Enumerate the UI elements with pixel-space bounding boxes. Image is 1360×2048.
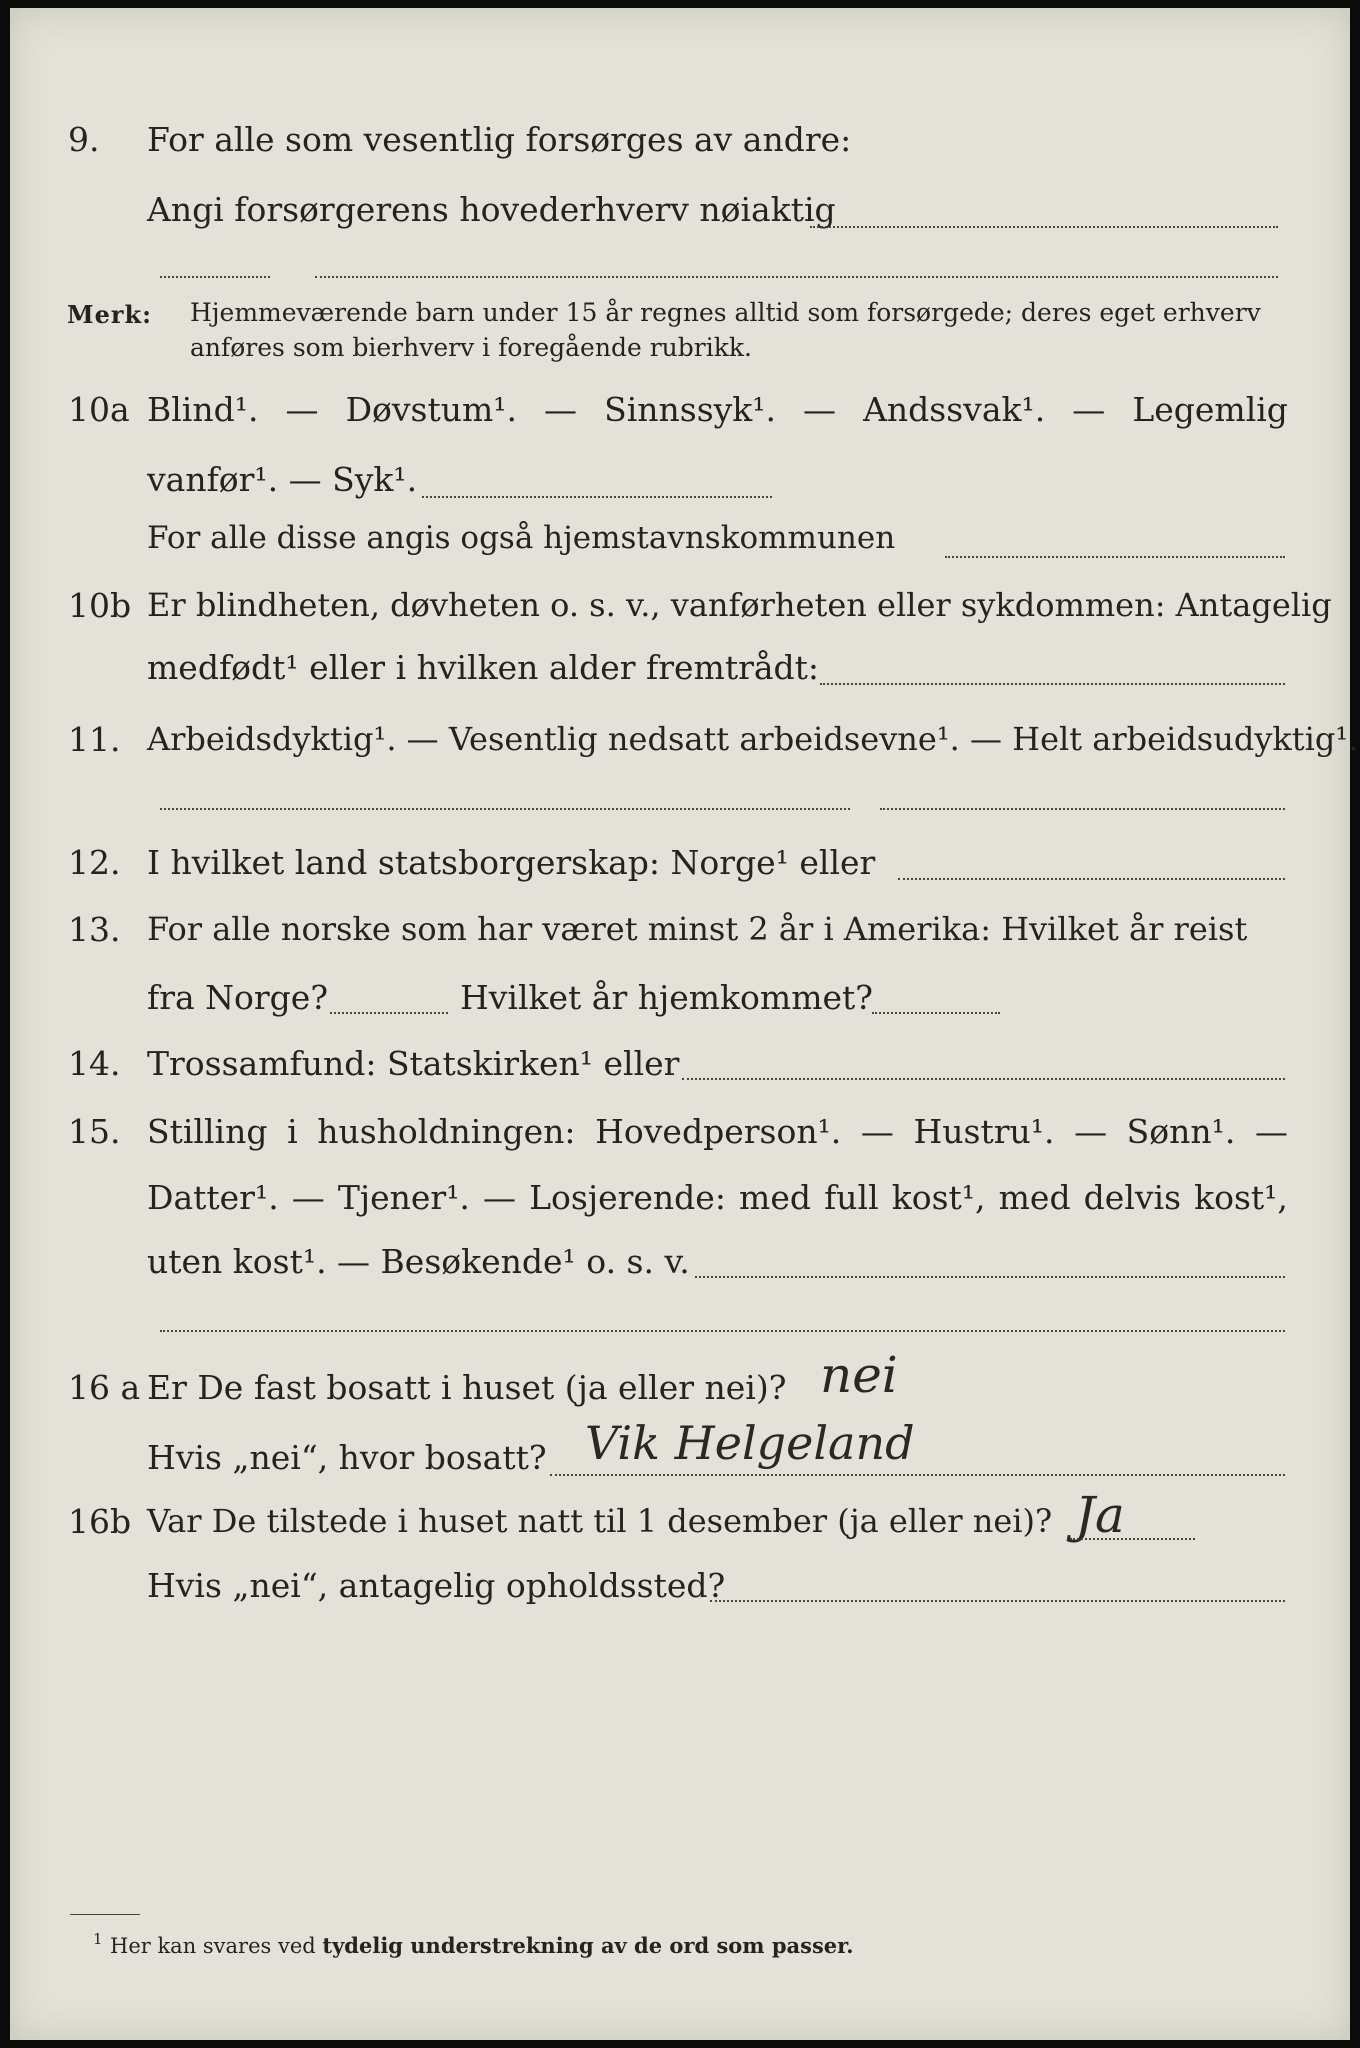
q10b-question: Er blindheten, døvheten o. s. v., vanførheten eller sykdommen: Antagelig — [147, 586, 1332, 624]
q16a-residence-label: Hvis „nei“, hvor bosatt? — [147, 1438, 547, 1477]
q10a-number: 10a — [68, 390, 130, 429]
q10a-dash: — — [803, 390, 837, 429]
q15-extra-field[interactable] — [160, 1330, 1285, 1332]
q10a-option: Legemlig — [1132, 390, 1288, 429]
footnote-text-bold: tydelig understrekning av de ord som passer. — [322, 1933, 854, 1958]
q16b-whereabouts-field[interactable] — [710, 1600, 1285, 1602]
q11-field-b[interactable] — [880, 808, 1285, 810]
q10a-option: Blind¹. — [147, 390, 259, 429]
footnote-text-plain: Her kan svares ved — [110, 1934, 323, 1958]
q10b-age-field[interactable] — [820, 683, 1285, 685]
q14-faith-field[interactable] — [682, 1078, 1285, 1080]
q10b-line-2: medfødt¹ eller i hvilken alder fremtrådt: — [147, 648, 820, 687]
q15-options-2 — [147, 1178, 1288, 1217]
q13-question: For alle norske som har været minst 2 år i Amerika: Hvilket år reist — [147, 910, 1248, 948]
q15-word: Tjener¹. — [337, 1178, 470, 1217]
q16a-row-1 — [10, 1368, 1350, 1418]
q10b-number: 10b — [68, 586, 132, 625]
q15-word: husholdningen: — [317, 1112, 576, 1151]
q16a-question: Er De fast bosatt i huset (ja eller nei)? — [147, 1368, 787, 1407]
q15-word: med — [739, 1178, 811, 1217]
q16b-whereabouts-label: Hvis „nei“, antagelig opholdssted? — [147, 1566, 726, 1605]
q16b-answer-field[interactable] — [1070, 1538, 1195, 1540]
q15-word: full — [824, 1178, 879, 1217]
q16b-row-1 — [10, 1502, 1350, 1552]
q13-departure-label: fra Norge? — [147, 978, 329, 1017]
footnote-text — [110, 1933, 854, 1958]
q15-word: — — [291, 1178, 325, 1217]
merk-note-line-2: anføres som bierhverv i foregående rubrikk. — [190, 333, 752, 362]
q9-number: 9. — [68, 120, 100, 159]
q9-question: For alle som vesentlig forsørges av andre: — [147, 120, 852, 159]
q13-row-1 — [10, 910, 1350, 960]
q16b-number: 16b — [68, 1502, 132, 1541]
q10a-home-municipality-label: For alle disse angis også hjemstavnskommunen — [147, 520, 896, 556]
q10a-line-2: vanfør¹. — Syk¹. — [147, 460, 418, 499]
q10a-sick-field[interactable] — [422, 496, 772, 498]
q15-word: Hustru¹. — [913, 1112, 1055, 1151]
q9-extra-field-b[interactable] — [315, 276, 1278, 278]
q10a-option: Døvstum¹. — [345, 390, 517, 429]
q9-occupation-label: Angi forsørgerens hovederhverv nøiaktig — [147, 190, 836, 229]
merk-note-line-1: Hjemmeværende barn under 15 år regnes alltid som forsørgede; deres eget erhverv — [190, 298, 1261, 327]
q11-row-1 — [10, 720, 1359, 770]
q15-word: — — [860, 1112, 894, 1151]
footnote-marker: 1 — [93, 1930, 103, 1948]
q15-row-3 — [10, 1242, 1350, 1292]
footnote-rule — [70, 1914, 140, 1915]
q15-word: Hovedperson¹. — [595, 1112, 842, 1151]
q10b-row-2 — [10, 648, 1350, 698]
q12-number: 12. — [68, 843, 121, 882]
q13-row-2 — [10, 978, 1350, 1028]
census-form-page — [10, 8, 1359, 2040]
q15-word: delvis — [1083, 1178, 1182, 1217]
q15-word: — — [1074, 1112, 1108, 1151]
q16b-handwritten-answer: Ja — [1075, 1486, 1125, 1544]
q14-question: Trossamfund: Statskirken¹ eller — [147, 1044, 680, 1083]
q16a-number: 16 a — [68, 1368, 141, 1407]
q15-word: — — [1254, 1112, 1288, 1151]
q15-position-field[interactable] — [695, 1276, 1285, 1278]
q13-return-label: Hvilket år hjemkommet? — [460, 978, 873, 1017]
q12-citizenship-field[interactable] — [898, 878, 1285, 880]
q16b-row-2 — [10, 1566, 1350, 1616]
q11-question: Arbeidsdyktig¹. — Vesentlig nedsatt arbeidsevne¹. — Helt arbeidsudyktig¹. — [147, 720, 1359, 758]
q14-row-1 — [10, 1044, 1350, 1094]
q9-row-2 — [10, 190, 1350, 240]
q11-field-a[interactable] — [160, 808, 850, 810]
q10a-row-1 — [10, 390, 1350, 440]
q15-line-3: uten kost¹. — Besøkende¹ o. s. v. — [147, 1242, 690, 1281]
q15-word: i — [287, 1112, 298, 1151]
q15-word: kost¹, — [891, 1178, 986, 1217]
q15-word: — — [483, 1178, 517, 1217]
q10a-home-municipality-field[interactable] — [945, 556, 1285, 558]
q15-word: Losjerende: — [529, 1178, 726, 1217]
q12-row-1 — [10, 843, 1350, 893]
q9-occupation-field[interactable] — [810, 226, 1278, 228]
q16a-handwritten-answer: nei — [820, 1346, 898, 1404]
q15-number: 15. — [68, 1112, 121, 1151]
q14-number: 14. — [68, 1044, 121, 1083]
q13-return-field[interactable] — [872, 1012, 1000, 1014]
q10a-option: Andssvak¹. — [863, 390, 1046, 429]
q16a-handwritten-residence: Vik Helgeland — [585, 1416, 915, 1470]
q10a-options — [147, 390, 1288, 429]
q9-extra-field-a[interactable] — [160, 276, 270, 278]
q15-options-1 — [147, 1112, 1288, 1151]
q15-row-2 — [10, 1178, 1350, 1228]
q10a-dash: — — [1072, 390, 1106, 429]
q12-question: I hvilket land statsborgerskap: Norge¹ eller — [147, 843, 876, 882]
q16a-residence-field[interactable] — [550, 1474, 1285, 1476]
q10b-row-1 — [10, 586, 1350, 636]
q15-word: kost¹, — [1194, 1178, 1288, 1217]
q9-row-1 — [10, 120, 1350, 170]
merk-label: Merk: — [67, 300, 152, 329]
q10a-row-3 — [10, 520, 1350, 570]
q15-word: Datter¹. — [147, 1178, 279, 1217]
q11-number: 11. — [68, 720, 121, 759]
q15-word: Sønn¹. — [1126, 1112, 1236, 1151]
q10a-dash: — — [544, 390, 578, 429]
q13-number: 13. — [68, 910, 121, 949]
q10a-row-2 — [10, 460, 1350, 510]
q10a-dash: — — [285, 390, 319, 429]
q15-word: Stilling — [147, 1112, 268, 1151]
q13-departure-field[interactable] — [330, 1012, 448, 1014]
q10a-option: Sinnssyk¹. — [604, 390, 776, 429]
q16b-question: Var De tilstede i huset natt til 1 desember (ja eller nei)? — [147, 1502, 1053, 1540]
q15-row-1 — [10, 1112, 1350, 1162]
q15-word: med — [998, 1178, 1071, 1217]
